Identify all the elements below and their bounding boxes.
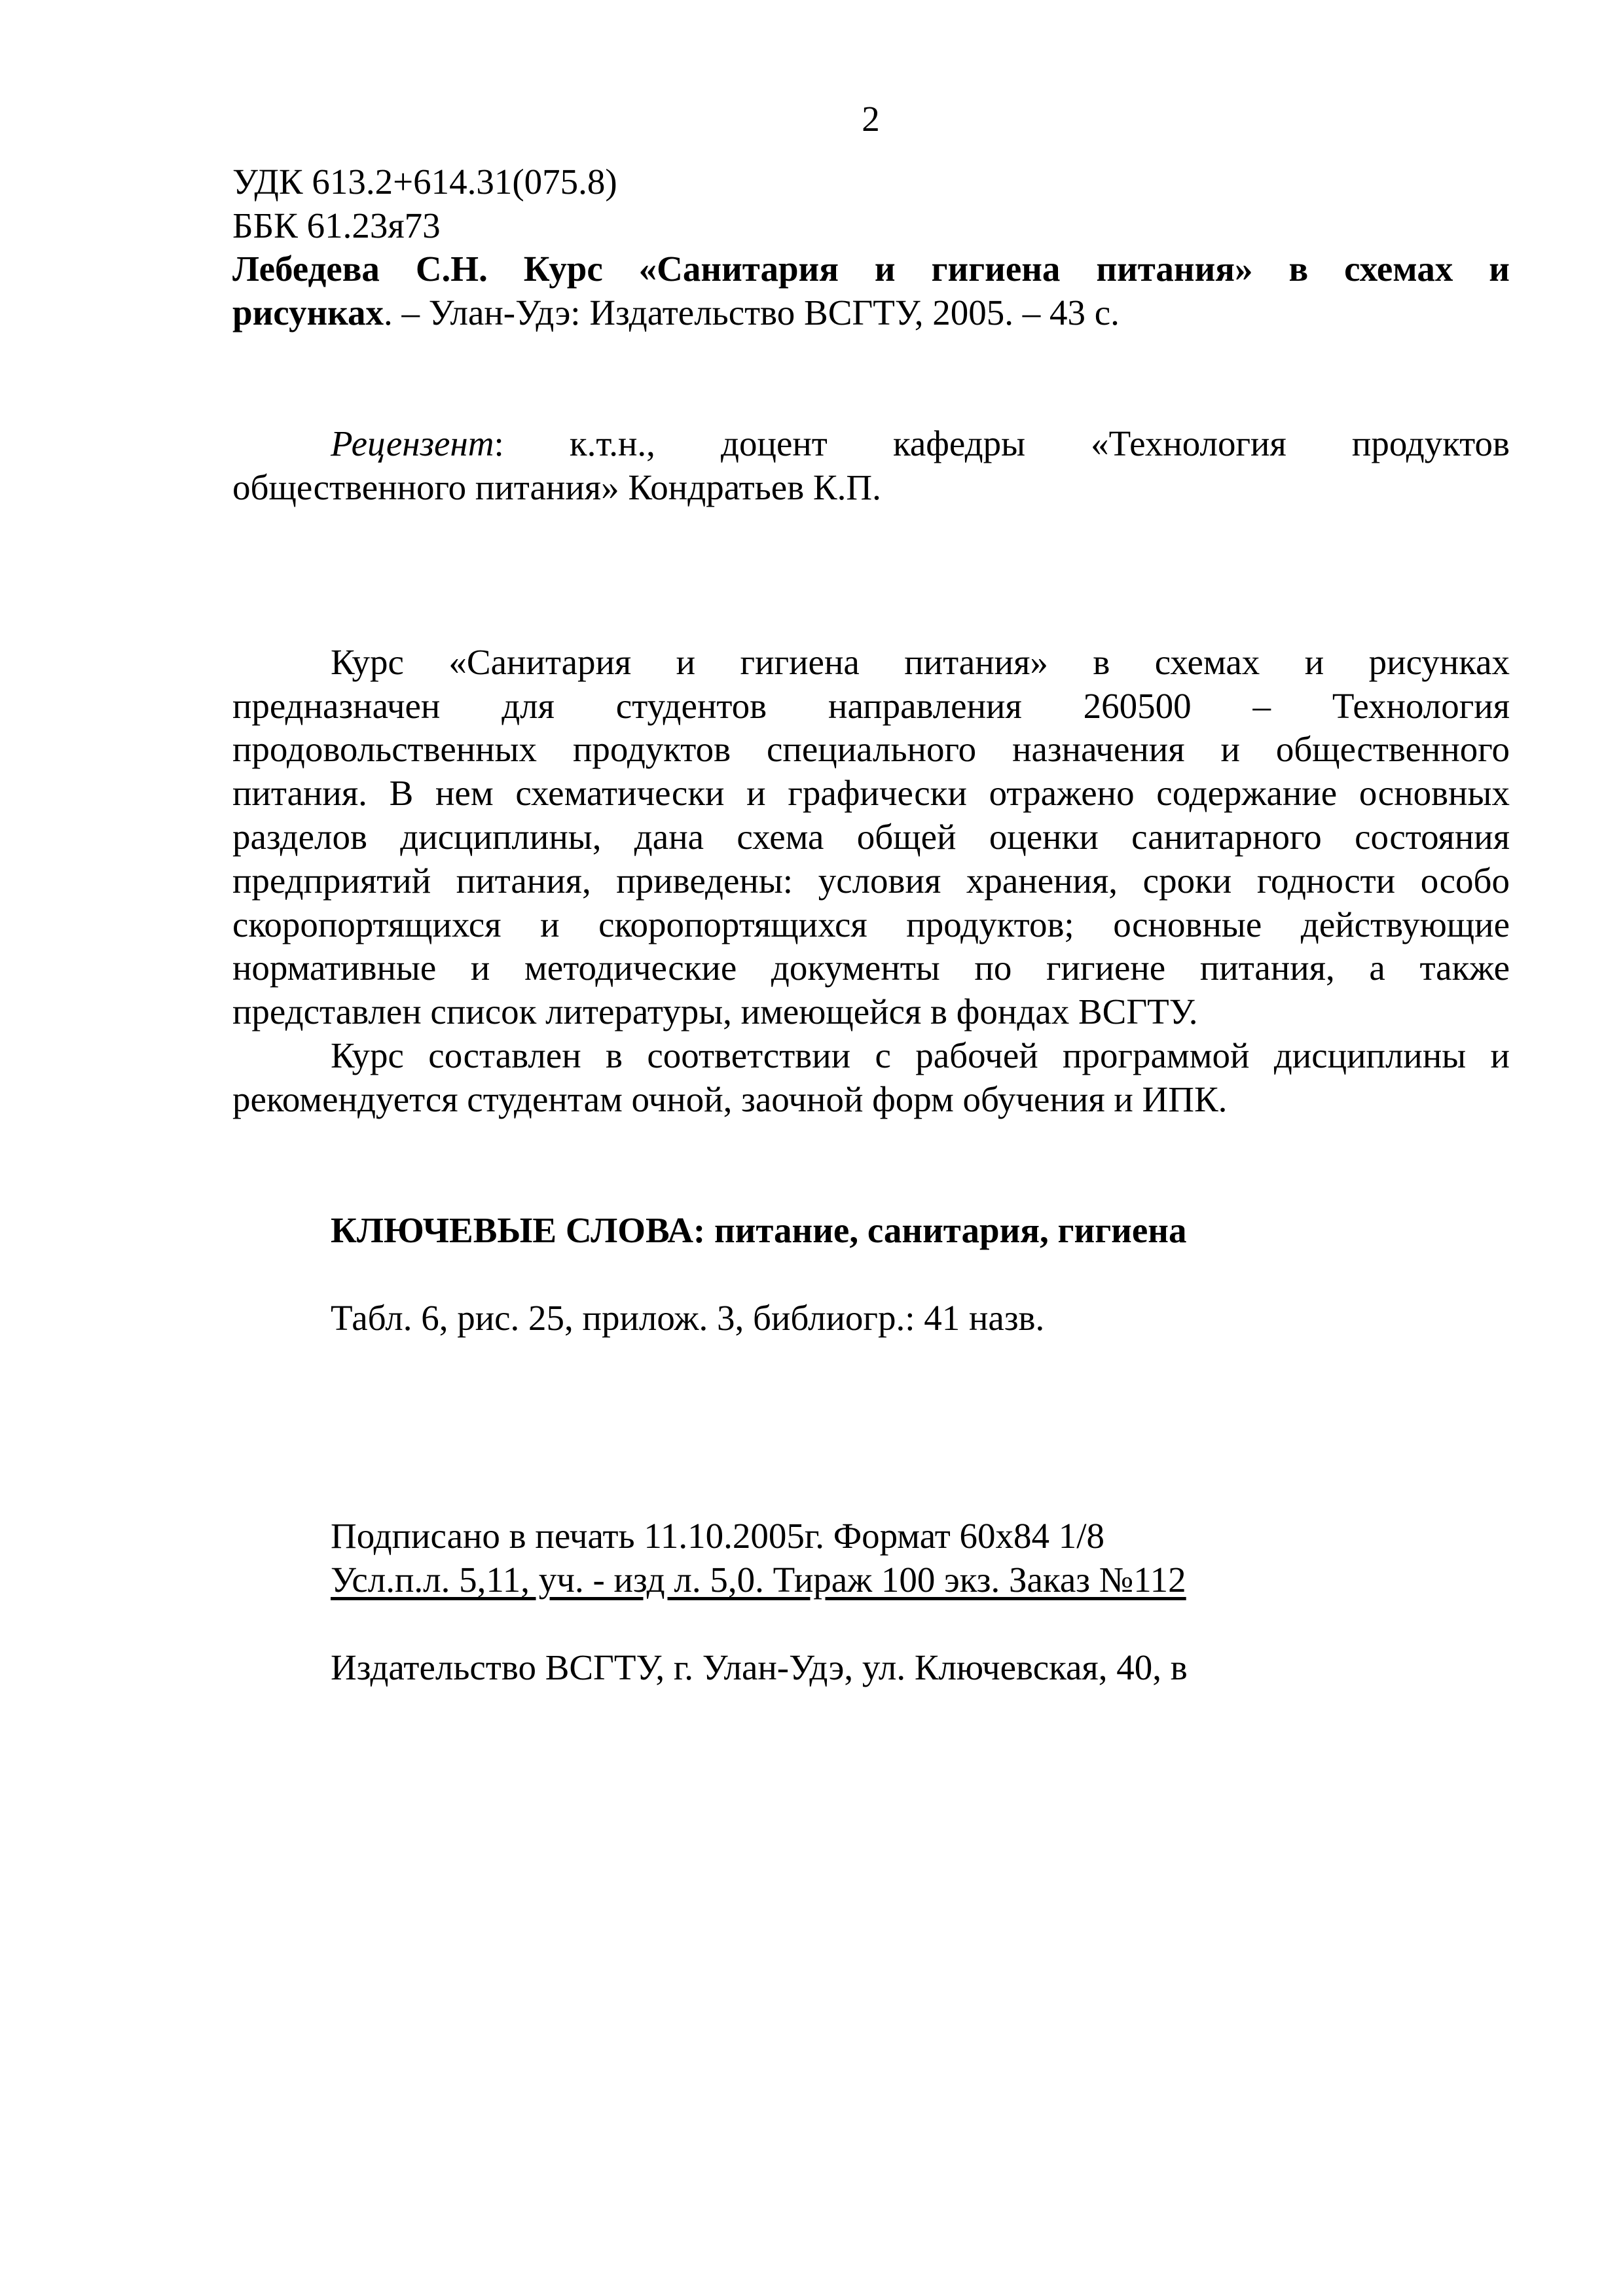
citation-title-end: рисунках [232,293,384,332]
keywords: КЛЮЧЕВЫЕ СЛОВА: питание, санитария, гигиена [331,1210,1187,1250]
reviewer-line-1 [331,422,1510,465]
bbk-code: ББК 61.23я73 [232,206,441,245]
imprint-publisher: Издательство ВСГТУ, г. Улан-Удэ, ул. Ключевская, 40, в [331,1647,1188,1687]
abstract-line: питания. В нем схематически и графически отражено содержание основных [232,773,1510,813]
page-number: 2 [862,99,880,139]
abstract-line: нормативные и методические документы по гигиене питания, а также [232,948,1510,988]
abstract-line: Курс «Санитария и гигиена питания» в схемах и рисунках [331,642,1510,682]
abstract-line: представлен список литературы, имеющейся в фондах ВСГТУ. [232,992,1198,1031]
abstract-line: рекомендуется студентам очной, заочной форм обучения и ИПК. [232,1079,1228,1119]
reviewer-line-2: общественного питания» Кондратьев К.П. [232,467,881,507]
imprint-signed: Подписано в печать 11.10.2005г. Формат 60х84 1/8 [331,1516,1105,1556]
abstract-line: Курс составлен в соответствии с рабочей программой дисциплины и [331,1035,1510,1075]
abstract-line: разделов дисциплины, дана схема общей оценки санитарного состояния [232,817,1510,857]
abstract-line: продовольственных продуктов специального назначения и общественного [232,729,1510,769]
reviewer-label: Рецензент [331,423,494,463]
citation-line-1: Лебедева С.Н. Курс «Санитария и гигиена питания» в схемах и [232,249,1510,289]
abstract-line: предприятий питания, приведены: условия хранения, сроки годности особо [232,861,1510,901]
citation-publication: . – Улан-Удэ: Издательство ВСГТУ, 2005. – 43 с. [384,293,1120,332]
imprint-print-run: Усл.п.л. 5,11, уч. - изд л. 5,0. Тираж 100 экз. Заказ №112 [331,1560,1186,1600]
abstract-line: предназначен для студентов направления 260500 – Технология [232,686,1510,726]
citation-line-2 [232,291,1120,334]
abstract-line: скоропортящихся и скоропортящихся продуктов; основные действующие [232,905,1510,944]
stats-line: Табл. 6, рис. 25, прилож. 3, библиогр.: 41 назв. [331,1298,1045,1338]
udk-code: УДК 613.2+614.31(075.8) [232,162,617,202]
reviewer-details: : к.т.н., доцент кафедры «Технология продуктов [494,423,1510,463]
